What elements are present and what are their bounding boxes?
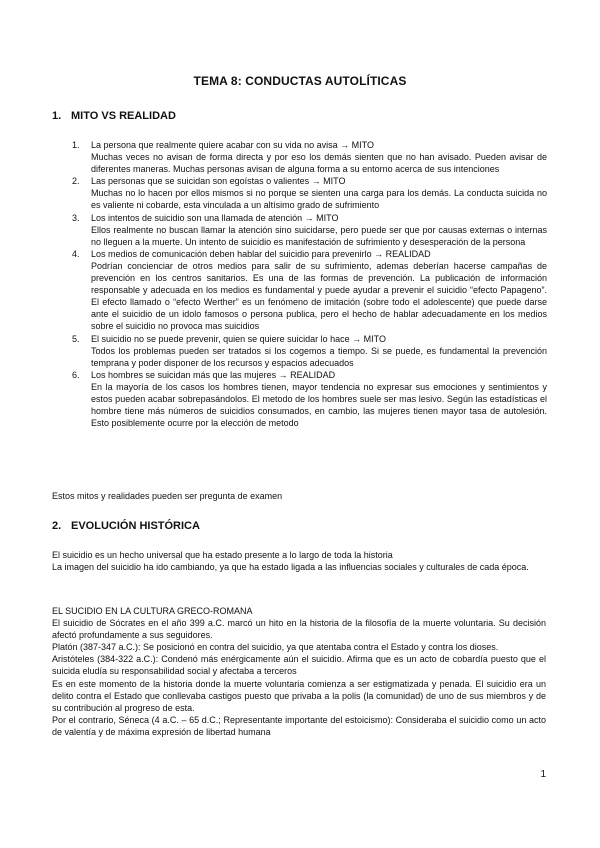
exam-note xyxy=(52,490,546,502)
subheading: EL SUCIDIO EN LA CULTURA GRECO-ROMANA xyxy=(52,606,253,616)
item-number: 5. xyxy=(72,333,80,344)
myth-reality-list xyxy=(72,139,547,429)
paragraph: Aristóteles (384-322 a.C.): Condenó más enérgicamente aún el suicidio. Afirma que es un acto de cobardía puesto que el suicida eludía su responsabilidad social y afectaba a terceros xyxy=(52,654,546,677)
page-number: 1 xyxy=(540,769,546,780)
item-explanation: Ellos realmente no buscan llamar la atención sino suicidarse, pero puede ser que por causas externas o internas no lleguen a la muerte. Un intento de suicidio es manifestación de sufrimiento y desesperación de la persona xyxy=(91,224,547,247)
list-item xyxy=(72,333,547,369)
list-item xyxy=(72,175,547,211)
list-item xyxy=(72,212,547,248)
section-heading-text: EVOLUCIÓN HISTÓRICA xyxy=(71,520,200,532)
paragraph: Es en este momento de la historia donde la muerte voluntaria comienza a ser estigmatizada y penada. El suicidio era un delito contra el Estado que conllevaba castigos puesto que privaba a la polis (la comunidad) de uno de sus miembros y de su contribución al progreso de esta. xyxy=(52,678,546,713)
item-explanation: Todos los problemas pueden ser tratados si los cogemos a tiempo. Si se puede, es fundamental la prevención temprana y poder disponer de los recursos y espacios adecuados xyxy=(91,345,547,368)
item-explanation: Podrían concienciar de otros medios para salir de su sufrimiento, ademas deberían hacerse campañas de prevención en los centros sanitarios. Es una de las formas de prevención. La publicación de información responsable y adecuada en los medios es fundamental y puede ayudar a prevenir el suicidio “efecto Papageno”. El efecto llamado o “efecto Werther” es un fenómeno de imitación (sobre todo el adolescente) que puede darse ante el suicidio de un idolo famosos o persona publica, pero el hecho de hablar adecuadamente en los medios sobre el suicidio no provoca mas suicidios xyxy=(91,260,547,332)
item-number: 6. xyxy=(72,369,80,380)
paragraph: La imagen del suicidio ha ido cambiando, ya que ha estado ligada a las influencias sociales y culturales de cada época. xyxy=(52,562,529,573)
paragraph: El suicidio es un hecho universal que ha estado presente a lo largo de toda la historia xyxy=(52,550,393,560)
paragraph: El suicidio de Sócrates en el año 399 a.C. marcó un hito en la historia de la filosofía de la muerte voluntaria. Su decisión afectó profundamente a sus seguidores. xyxy=(52,618,546,641)
section2-intro xyxy=(52,549,546,573)
paragraph: Por el contrario, Séneca (4 a.C. – 65 d.C.; Representante importante del estoicismo): Consideraba el suicidio como un acto de valentía y de máxima expresión de libertad humana xyxy=(52,714,546,737)
section-number: 2. xyxy=(52,520,62,532)
item-explanation: Muchas veces no avisan de forma directa y por eso los demás sienten que no han avisado. Pueden avisar de diferentes maneras. Muchas personas avisan de alguna forma a su entorno acerca de sus intenciones xyxy=(91,152,547,175)
item-number: 1. xyxy=(72,140,80,150)
item-explanation: Muchas no lo hacen por ellos mismos si no porque se sienten una carga para los demás. La conducta suicida no es valiente ni cobarde, esta vinculada a un altísimo grado de sufrimiento xyxy=(91,188,547,211)
section-heading-text: MITO VS REALIDAD xyxy=(71,110,176,122)
item-explanation: En la mayoría de los casos los hombres tienen, mayor tendencia no expresar sus emociones y sentimientos y estos pueden acabar sobrepasándolos. El metodo de los hombres suele ser mas lesivo. Según las estadísticas el hombre tiene más números de suicidios consumados, en cambio, las mujeres tienen mayor tasa de autolesión. Esto posiblemente ocurre por la elección de metodo xyxy=(91,381,547,429)
section-number: 1. xyxy=(52,110,62,122)
item-statement: El suicidio no se puede prevenir, quien se quiere suicidar lo hace → MITO xyxy=(91,333,386,344)
item-statement: Los medios de comunicación deben hablar del suicidio para prevenirlo → REALIDAD xyxy=(91,248,431,259)
section-heading-evolucion xyxy=(52,520,200,532)
item-number: 4. xyxy=(72,248,80,259)
list-item xyxy=(72,139,547,175)
exam-note-text: Estos mitos y realidades pueden ser pregunta de examen xyxy=(52,491,283,501)
item-number: 2. xyxy=(72,176,80,187)
list-item xyxy=(72,369,547,429)
item-number: 3. xyxy=(72,212,80,223)
item-statement: Los hombres se suicidan más que las mujeres → REALIDAD xyxy=(91,369,336,380)
paragraph: Platón (387-347 a.C.): Se posicionó en contra del suicidio, ya que atentaba contra el Estado y contra los dioses. xyxy=(52,642,499,653)
list-item xyxy=(72,248,547,333)
item-statement: Las personas que se suicidan son egoístas o valientes → MITO xyxy=(91,176,346,187)
document-title: TEMA 8: CONDUCTAS AUTOLÍTICAS xyxy=(193,74,407,88)
section-heading-mito xyxy=(52,110,176,122)
greco-roman-block xyxy=(52,605,546,738)
item-statement: Los intentos de suicidio son una llamada de atención → MITO xyxy=(91,212,339,223)
item-statement: La persona que realmente quiere acabar con su vida no avisa → MITO xyxy=(91,140,374,150)
